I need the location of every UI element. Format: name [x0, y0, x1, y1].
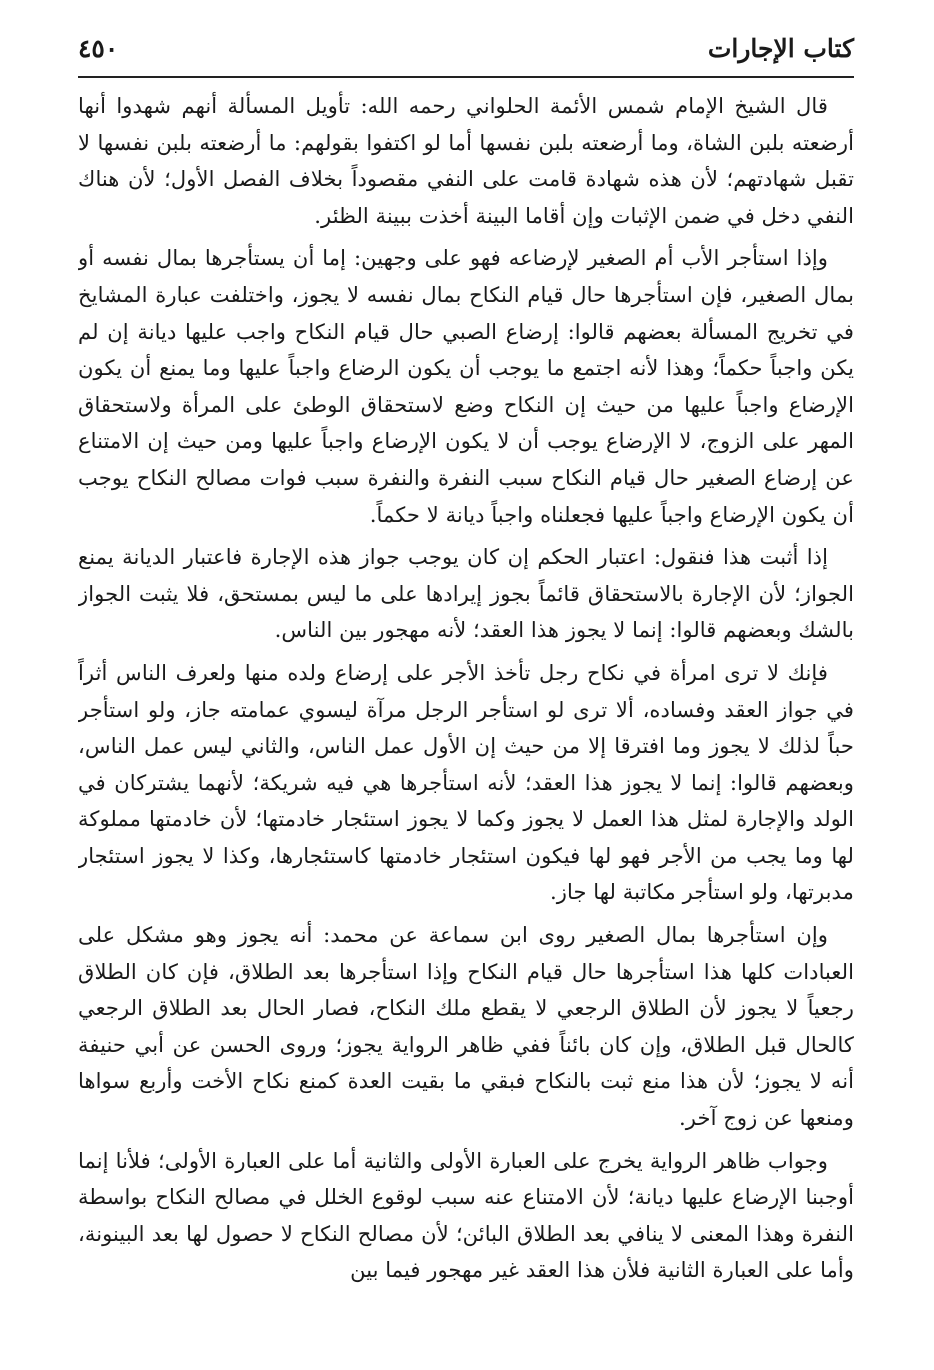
page-number: ٤٥٠	[78, 34, 119, 63]
paragraph: إذا أثبت هذا فنقول: اعتبار الحكم إن كان يوجب جواز هذه الإجارة فاعتبار الديانة يمنع الجواز؛ لأن الإجارة بالاستحقاق قائماً بجوز إيرادها على ما ليس بمستحق، فلا يثبت الجواز بالشك وبعضهم قالوا: إنما لا يجوز هذا العقد؛ لأنه مهجور بين الناس.	[78, 544, 854, 643]
paragraph: وجواب ظاهر الرواية يخرج على العبارة الأولى والثانية أما على العبارة الأولى؛ فلأنا إنما أوجبنا الإرضاع عليها ديانة؛ لأن الامتناع عنه سبب لوقوع الخلل في مصالح النكاح بواسطة النفرة وهذا المعنى لا ينافي بعد الطلاق البائن؛ لأن مصالح النكاح لا حصول لها بعد البينونة، وأما على العبارة الثانية فلأن هذا العقد غير مهجور فيما بين	[78, 1147, 854, 1283]
paragraph: وإذا استأجر الأب أم الصغير لإرضاعه فهو على وجهين: إما أن يستأجرها بمال نفسه أو بمال الصغير، فإن استأجرها حال قيام النكاح بمال نفسه لا يجوز، واختلفت عبارة المشايخ في تخريج المسألة بعضهم قالوا: إرضاع الصبي حال قيام النكاح واجب عليها ديانة إن لم يكن واجباً حكماً؛ وهذا لأنه اجتمع ما يوجب أن يكون الرضاع واجباً عليها وما يمنع أن يكون الإرضاع واجباً عليها من حيث إن النكاح وضع لاستحقاق الوطئ على المرأة ولاستحقاق المهر على الزوج، لا الإرضاع يوجب أن لا يكون الإرضاع واجباً عليها ومن حيث إن الامتناع عن إرضاع الصغير حال قيام النكاح سبب النفرة والنفرة سبب فوات مصالح النكاح يوجب أن يكون الإرضاع واجباً عليها فجعلناه واجباً ديانة لا حكماً.	[78, 245, 854, 527]
header-divider	[78, 76, 854, 78]
main-text	[78, 88, 854, 1356]
running-title: كتاب الإجارات	[707, 34, 854, 63]
paragraph: وإن استأجرها بمال الصغير روى ابن سماعة عن محمد: أنه يجوز وهو مشكل على العبادات كلها هذا استأجرها حال قيام النكاح وإذا استأجرها بعد الطلاق، فإن كان الطلاق رجعياً لا يجوز لأن الطلاق الرجعي لا يقطع ملك النكاح، فصار الحال بعد الطلاق الرجعي كالحال قبل الطلاق، وإن كان بائناً ففي ظاهر الرواية يجوز؛ وروى الحسن عن أبي حنيفة أنه لا يجوز؛ لأن هذا منع ثبت بالنكاح فبقي ما بقيت العدة كمنع نكاح الأخت وأربع سواها ومنعها عن زوج آخر.	[78, 922, 854, 1131]
page-header	[78, 30, 854, 70]
paragraph: فإنك لا ترى امرأة في نكاح رجل تأخذ الأجر على إرضاع ولده منها ولعرف الناس أثراً في جواز العقد وفساده، ألا ترى لو استأجر الرجل مرآة ليسوي عمامته جاز، ولو استأجر حباً لذلك لا يجوز وما افترقا إلا من حيث إن الأول عمل الناس، والثاني ليس عمل الناس، وبعضهم قالوا: إنما لا يجوز هذا العقد؛ لأنه استأجرها هي فيه شريكة؛ لأنهما يشتركان في الولد والإجارة لمثل هذا العمل لا يجوز وكما لا يجوز استئجار خادمتها؛ لأن خادمتها مملوكة لها وما يجب من الأجر فهو لها فيكون استئجار خادمتها كاستئجارها، وكذا لا يجوز استئجار مدبرتها، ولو استأجر مكاتبة لها جاز.	[78, 659, 854, 905]
paragraph: قال الشيخ الإمام شمس الأئمة الحلواني رحمه الله: تأويل المسألة أنهم شهدوا أنها أرضعته بلبن الشاة، وما أرضعته بلبن نفسها أما لو اكتفوا بقولهم: ما أرضعته بلبن نفسها لا تقبل شهادتهم؛ لأن هذه شهادة قامت على النفي مقصوداً بخلاف الفصل الأول؛ لأن هناك النفي دخل في ضمن الإثبات وإن أقاما البينة أخذت ببينة الظئر.	[78, 93, 854, 228]
